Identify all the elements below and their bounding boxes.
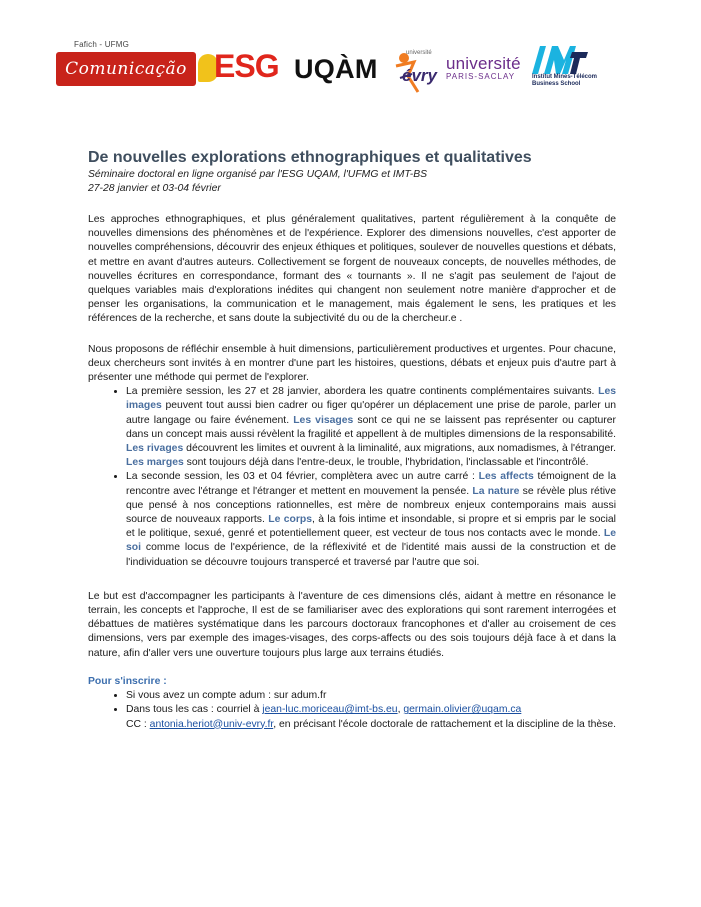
register-email-item [126,703,616,731]
uqam-logo: UQÀM [294,54,378,84]
email-link-olivier[interactable]: germain.olivier@uqam.ca [403,704,522,716]
intro-paragraph: Les approches ethnographiques, et plus généralement qualitatives, partent régulièrement à la conquête de nouvelles dimensions des phénomènes et de l'expérience. Explorer des dimensions nouvelles, c'est apporter de nouvelles compréhensions, découvrir des enjeux éthiques et politiques, soulever de nouvelles questions et débats, et mettre en avant d'autres auteurs. Collectivement se forgent de nouveaux concepts, de nouvelles méthodes, de nouvelles écritures en correspondance, formant des « tournants ». Il ne s'agit pas seulement de l'ajout de quelques variables mais d'explorations inédites qui changent non seulement notre manière d'approcher et de penser les organisations, la communication et le management, mais également le sens, les pratiques et les références de la recherche, et sans doute la subjectivité du ou de la chercheur.e . [88,214,616,325]
dimension-visages: Les visages [293,414,354,426]
partner-logos [56,40,616,102]
sessions-list [88,385,616,570]
session-2-item [126,470,616,569]
session-2-text: , à la fois intime et insondable, si propre et si empris par le social et le politique, sexué, genré et potentiellement queer, est vecteur de tous nos contacts avec le monde. [126,514,616,540]
dimension-images: Les images [126,386,616,412]
register-email-prefix: Dans tous les cas : courriel à [126,704,263,716]
session-2-text: comme locus de l'expérience, de la réflexivité et de l'identité mais aussi de la construction et de l'individuation se découvre toujours transpercé et traversé par l'autre que soi. [126,542,616,568]
fafich-caption: Fafich - UFMG [74,40,130,49]
register-list [88,689,616,732]
dimensions-paragraph: Nous proposons de réfléchir ensemble à huit dimensions, particulièrement productives et urgentes. Pour chacune, deux chercheurs sont invités à en montrer d'une part les histoires, questions, débats et enjeux puis d'autre part à présenter une méthode qui permet de l'explorer. [88,343,616,384]
session-1-text: peuvent tout aussi bien cadrer ou figer qu'opérer un déplacement une prise de parole, parler un autre langage ou faire événement. [126,400,616,426]
dimension-corps: Le corps [268,514,313,526]
document-body [88,148,616,732]
page-title: De nouvelles explorations ethnographiques et qualitatives [88,149,532,166]
session-1-text: sont toujours déjà dans l'entre-deux, le trouble, l'hybridation, l'inclassable et l'incontrôlé. [183,457,589,469]
register-heading: Pour s'inscrire : [88,675,167,687]
session-1-text: sont ce qui ne se laissent pas représenter ou capturer dans un concept mais aussi révèlent la fragilité et appellent à de multiples dimensions de la responsabilité. [126,414,616,440]
subtitle-dates: 27-28 janvier et 03-04 février [88,183,221,194]
register-adum-item: • Si vous avez un compte adum : sur adum.fr [126,689,616,703]
ups-main-text: université [446,54,521,73]
dimension-rivages: Les rivages [126,443,184,455]
evry-text: évry [402,66,437,85]
dimension-marges: Les marges [126,457,184,469]
email-link-moriceau[interactable]: jean-luc.moriceau@imt-bs.eu [262,704,398,716]
session-2-text: témoignent de la rencontre avec l'étrange et l'étranger et mettent en mouvement la pensée. [126,471,616,497]
session-1-item [126,385,616,470]
evry-small-text: université [406,50,432,56]
dimension-soi: Le soi [126,528,616,554]
comunicacao-logo: Comunicação [56,52,196,86]
session-2-text: La seconde session, les 03 et 04 février, complètera avec un autre carré : [126,471,479,483]
imt-mark-icon [532,46,588,74]
imt-logo [532,46,612,88]
evry-logo [392,48,446,96]
paris-saclay-logo [446,54,521,81]
dimension-affects: Les affects [478,471,534,483]
cc-prefix: CC : [126,718,150,730]
session-1-text: découvrent les limites et ouvrent à la liminalité, aux migrations, aux nomadismes, à l'étranger. [183,443,617,455]
imt-line1: Institut Mines-Télécom [532,74,598,80]
email-separator: , [397,704,404,716]
subtitle-line1: Séminaire doctoral en ligne organisé par l'ESG UQAM, l'UFMG et IMT-BS [88,169,428,180]
session-1-text: La première session, les 27 et 28 janvier, abordera les quatre continents complémentaires suivants. [126,386,599,398]
imt-line2: Business School [532,81,581,87]
esg-logo: ESG [214,48,279,84]
email-link-heriot[interactable]: antonia.heriot@univ-evry.fr [149,718,274,730]
cc-suffix: , en précisant l'école doctorale de rattachement et la discipline de la thèse. [273,718,617,730]
session-2-text: se révèle plus rétive que pensé à nos conceptions rationnelles, est mère de nombreux enjeux contemporains mais aussi source de nouveaux rapports. [126,485,616,526]
dimension-nature: La nature [472,485,520,497]
ups-sub-text: PARIS-SACLAY [446,72,516,81]
goal-paragraph: Le but est d'accompagner les participants à l'aventure de ces dimensions clés, aidant à mettre en résonance le terrain, les concepts et l'approche, Il est de se familiariser avec des explorations qui sont rarement interrogées et débattues de matières systématique dans les parcours doctoraux francophones et d'aller au croisement de ces dimensions, vers par exemple des images-visages, des corps-affects ou des sois toujours déjà face à et dans la nature, afin d'aller vers une ouverture toujours plus large aux terrains étudiés. [88,590,616,659]
